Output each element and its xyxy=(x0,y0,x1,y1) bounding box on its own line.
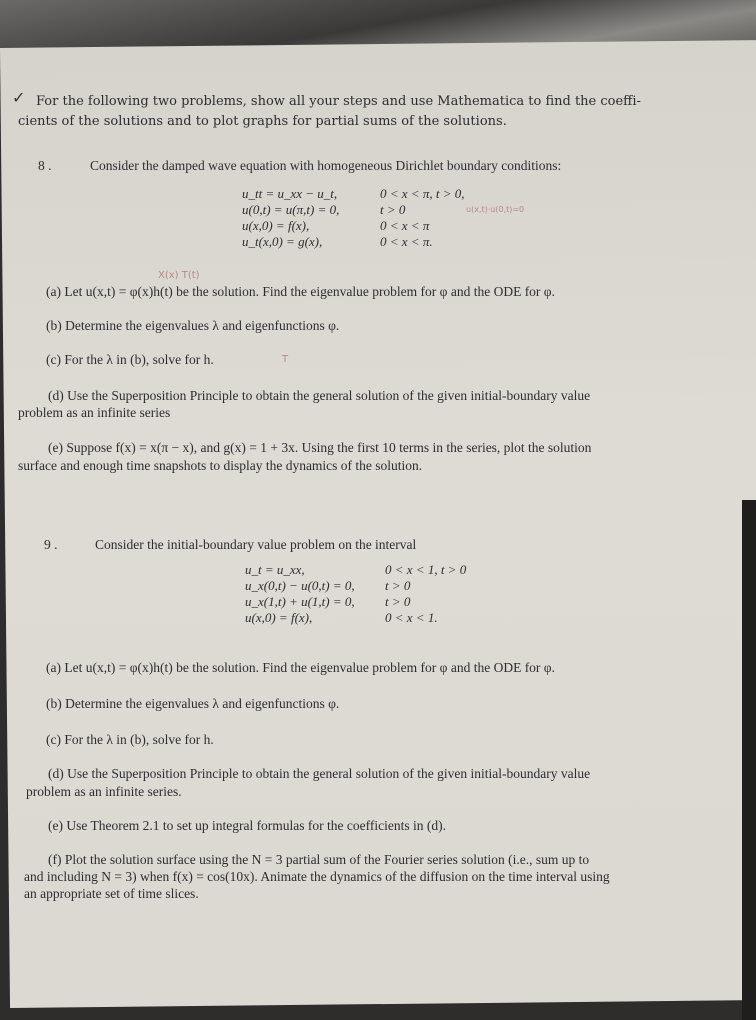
handwritten-note: u(x,t)·u(0,t)=0 xyxy=(466,205,525,214)
equation-lhs: u(x,0) = f(x), xyxy=(242,218,310,233)
check-mark-icon: ✓ xyxy=(12,88,26,107)
equation-lhs: u(x,0) = f(x), xyxy=(245,610,313,625)
handwritten-note: T xyxy=(282,354,289,365)
problem-9-part-c: (c) For the λ in (b), solve for h. xyxy=(46,732,214,747)
problem-8-part-e-cont: surface and enough time snapshots to display the dynamics of the solution. xyxy=(18,458,423,473)
problem-8-statement: Consider the damped wave equation with homogeneous Dirichlet boundary conditions: xyxy=(90,158,562,173)
equation-lhs: u_x(1,t) + u(1,t) = 0, xyxy=(245,594,355,609)
problem-8-part-d-cont: problem as an infinite series xyxy=(18,405,171,420)
equation-domain: t > 0 xyxy=(385,578,411,593)
problem-9-part-b: (b) Determine the eigenvalues λ and eigenfunctions φ. xyxy=(46,696,340,711)
handwritten-note: X(x) T(t) xyxy=(158,270,200,281)
problem-9-number: 9 . xyxy=(44,537,58,552)
equation-domain: 0 < x < π, t > 0, xyxy=(380,186,465,201)
problem-8-part-c: (c) For the λ in (b), solve for h. xyxy=(46,352,214,367)
equation-domain: 0 < x < 1, t > 0 xyxy=(385,562,467,577)
problem-8-part-a: (a) Let u(x,t) = φ(x)h(t) be the solution. Find the eigenvalue problem for φ and the ODE for φ. xyxy=(46,284,555,299)
equation-lhs: u(0,t) = u(π,t) = 0, xyxy=(242,202,340,217)
problem-9-statement: Consider the initial-boundary value problem on the interval xyxy=(95,537,417,552)
problem-9-part-f-cont: and including N = 3) when f(x) = cos(10x). Animate the dynamics of the diffusion on the time interval using xyxy=(24,869,610,884)
problem-9-part-a: (a) Let u(x,t) = φ(x)h(t) be the solution. Find the eigenvalue problem for φ and the ODE for φ. xyxy=(46,660,555,675)
equation-domain: t > 0 xyxy=(385,594,411,609)
equation-lhs: u_x(0,t) − u(0,t) = 0, xyxy=(245,578,355,593)
equation-lhs: u_tt = u_xx − u_t, xyxy=(242,186,338,201)
intro-line-2: cients of the solutions and to plot graphs for partial sums of the solutions. xyxy=(18,114,507,129)
problem-9-part-d-cont: problem as an infinite series. xyxy=(26,784,182,799)
problem-8-part-b: (b) Determine the eigenvalues λ and eigenfunctions φ. xyxy=(46,318,340,333)
equation-domain: 0 < x < 1. xyxy=(385,610,438,625)
intro-line-1: For the following two problems, show all your steps and use Mathematica to find the coeffi- xyxy=(36,94,641,109)
problem-8-number: 8 . xyxy=(38,158,52,173)
equation-domain: 0 < x < π xyxy=(380,218,430,233)
problem-9-part-d: (d) Use the Superposition Principle to obtain the general solution of the given initial-boundary value xyxy=(48,766,591,781)
equation-lhs: u_t(x,0) = g(x), xyxy=(242,234,323,249)
page-edge xyxy=(742,500,756,1020)
problem-9-part-f-cont: an appropriate set of time slices. xyxy=(24,886,199,901)
problem-9-part-f: (f) Plot the solution surface using the N = 3 partial sum of the Fourier series solution (i.e., sum up to xyxy=(48,852,590,867)
problem-9-part-e: (e) Use Theorem 2.1 to set up integral formulas for the coefficients in (d). xyxy=(48,818,446,833)
problem-8-part-e: (e) Suppose f(x) = x(π − x), and g(x) = 1 + 3x. Using the first 10 terms in the series, plot the solution xyxy=(48,440,592,455)
problem-8-part-d: (d) Use the Superposition Principle to obtain the general solution of the given initial-boundary value xyxy=(48,388,591,403)
equation-domain: 0 < x < π. xyxy=(380,234,433,249)
equation-lhs: u_t = u_xx, xyxy=(245,562,305,577)
equation-domain: t > 0 xyxy=(380,202,406,217)
